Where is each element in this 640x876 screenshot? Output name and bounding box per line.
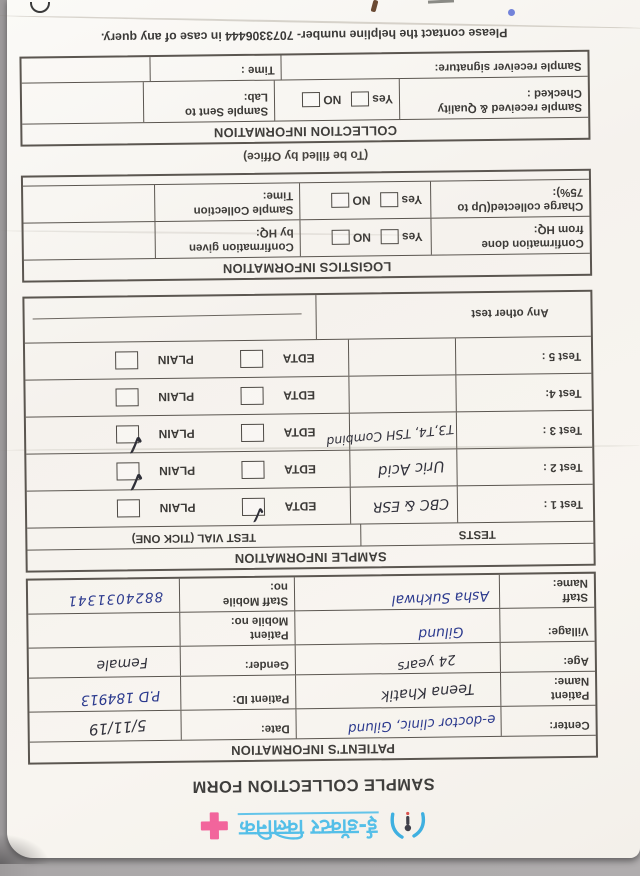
form-title: SAMPLE COLLECTION FORM <box>191 774 435 796</box>
tests-column-header: TESTS <box>360 522 593 546</box>
age-label: Age: <box>563 654 589 668</box>
yes-checkbox <box>380 192 398 207</box>
sample-receiver-signature-label: Sample receiver signature: <box>434 59 582 74</box>
tick-mark-icon: ✓ <box>244 498 270 529</box>
plain-label: PLAIN <box>157 352 194 367</box>
any-other-test-write-area <box>24 295 316 343</box>
patient-name-label: Patient Name: <box>550 674 590 702</box>
test-3-handwritten-value: T3,T4, TSH Combind <box>325 421 455 450</box>
plain-checkbox <box>116 425 149 462</box>
edta-checkbox <box>241 498 270 529</box>
no-label: NO <box>323 92 342 107</box>
clinic-bird-logo-icon <box>389 807 427 841</box>
table-row <box>22 76 588 124</box>
confirmation-done-label: Confirmation done from HQ: <box>481 222 584 250</box>
tick-mark-icon: ✓ <box>120 426 149 462</box>
yes-label: Yes <box>401 192 423 207</box>
test-row <box>25 373 591 417</box>
any-other-test-label: Any other test <box>315 292 591 339</box>
sample-info-header: SAMPLE INFORMATION <box>27 543 593 571</box>
village-value-cell <box>295 609 500 645</box>
test-4-label: Test 4: <box>455 374 591 412</box>
logistics-info-table <box>21 169 592 283</box>
table-row <box>28 574 594 614</box>
office-note: (To be filled by Office) <box>243 148 369 164</box>
test-row <box>25 336 591 380</box>
test-4-vial-cell <box>25 377 349 417</box>
plain-label: PLAIN <box>158 426 195 441</box>
patient-mobile-value-cell <box>28 613 180 648</box>
test-row <box>27 484 593 528</box>
staff-mobile-value-cell <box>28 579 180 614</box>
no-label: NO <box>352 193 371 208</box>
any-other-test-row <box>24 292 590 343</box>
yes-checkbox <box>351 92 369 107</box>
yes-label: Yes <box>372 92 394 107</box>
confirmation-given-label: Confirmation given by HQ: <box>155 220 300 258</box>
sample-info-table <box>22 290 595 573</box>
staff-name-signature: Asha Sukhwal <box>391 587 490 608</box>
plain-checkbox <box>115 388 138 406</box>
helpline-footer: Please contact the helpline number- 7073306444 in case of any query. <box>100 25 508 45</box>
clinic-logo-row <box>29 801 599 850</box>
gender-label: Gender: <box>181 645 296 675</box>
form-sheet <box>19 25 599 850</box>
test-2-handwritten-value: Uric Acid <box>377 457 446 481</box>
village-handwritten-value: Gilund <box>417 623 464 642</box>
no-checkbox <box>302 92 320 107</box>
edta-checkbox <box>241 424 264 442</box>
writing-line <box>33 313 302 319</box>
charge-collected-yesno-cell <box>300 182 431 220</box>
gender-handwritten-value: Female <box>96 653 149 674</box>
date-handwritten-value: 5/11/19 <box>88 716 148 739</box>
test-2-value-cell <box>350 449 457 486</box>
test-3-vial-cell <box>26 414 350 462</box>
staff-mobile-handwritten-value: 8824031341 <box>66 588 164 609</box>
patient-id-label: Patient ID: <box>181 675 296 709</box>
test-3-label: Test 3 : <box>456 411 592 449</box>
table-row <box>23 179 589 223</box>
edta-checkbox <box>240 387 263 405</box>
tick-mark-icon: ✓ <box>120 463 150 499</box>
date-label: Date: <box>181 709 296 739</box>
sample-collection-time-value-cell <box>23 185 155 223</box>
edta-checkbox <box>241 461 264 479</box>
sample-sent-to-lab-value-cell <box>22 82 144 123</box>
edta-label: EDTA <box>284 498 317 514</box>
patient-name-value-cell <box>296 673 501 709</box>
sample-sent-to-lab-label: Sample Sent to Lab: <box>144 80 275 122</box>
sample-received-yesno-cell <box>275 79 400 121</box>
age-value-cell <box>296 643 501 675</box>
confirmation-given-value-cell <box>23 222 155 260</box>
test-2-label: Test 2 : <box>456 448 592 486</box>
table-row <box>29 671 595 712</box>
edta-label: EDTA <box>283 425 316 440</box>
plain-label: PLAIN <box>158 389 195 404</box>
test-5-value-cell <box>348 338 455 375</box>
patient-info-table <box>26 572 598 765</box>
plain-label: PLAIN <box>159 500 196 515</box>
test-1-label: Test 1 : <box>457 485 593 523</box>
charge-collected-label: Charge collected(Up to 75%): <box>457 185 584 214</box>
edta-label: EDTA <box>283 388 316 403</box>
no-checkbox <box>331 193 349 208</box>
test-2-vial-cell <box>26 451 350 499</box>
no-checkbox <box>332 230 350 245</box>
date-value-cell <box>29 711 181 742</box>
sample-collection-time-label: Sample Collection Time: <box>155 183 300 221</box>
edta-label: EDTA <box>284 462 316 477</box>
test-4-value-cell <box>349 375 456 412</box>
collection-info-header: COLLECTION INFORMATION <box>22 117 588 145</box>
form-content-rotated-180 <box>2 0 640 862</box>
time-value-cell <box>21 57 150 83</box>
center-value-cell <box>296 707 501 739</box>
village-label: Village: <box>547 624 589 638</box>
test-5-vial-cell <box>25 340 349 380</box>
patient-id-value-cell <box>29 677 181 712</box>
table-row <box>28 607 594 648</box>
edta-checkbox <box>240 350 263 368</box>
plain-checkbox <box>115 351 138 369</box>
staff-name-label: Staff Name: <box>552 576 589 604</box>
yes-label: Yes <box>401 229 423 244</box>
time-label: Time : <box>150 55 281 81</box>
clinic-name-hindi: ई-डॉक्टर क्लिनिक <box>237 811 379 839</box>
age-handwritten-value: 24 years <box>396 650 457 675</box>
test-5-label: Test 5 : <box>455 337 591 375</box>
patient-info-header: PATIENT'S INFORMATION <box>30 735 596 763</box>
center-handwritten-value: e-doctor clinic, Gilund <box>347 711 496 737</box>
plain-checkbox <box>116 499 139 517</box>
test-3-value-cell <box>325 412 456 450</box>
logistics-info-header: LOGISTICS INFORMATION <box>24 253 590 281</box>
plain-checkbox <box>116 462 150 499</box>
scanned-paper <box>7 0 640 858</box>
test-1-value-cell <box>350 486 457 523</box>
test-row <box>26 410 592 462</box>
test-1-vial-cell <box>27 488 351 528</box>
patient-id-handwritten-value: P.D 184913 <box>80 686 161 709</box>
patient-mobile-label: Patient Mobile no: <box>180 611 295 645</box>
test-vial-column-header: TEST VIAL (TICK ONE) <box>131 530 257 545</box>
center-label: Center: <box>549 718 590 732</box>
plain-label: PLAIN <box>159 463 196 478</box>
sample-received-label: Sample received & Quality Checked : <box>437 86 583 115</box>
collection-info-table <box>19 50 590 147</box>
confirmation-done-yesno-cell <box>300 219 431 257</box>
table-row <box>23 216 589 260</box>
no-label: NO <box>352 230 372 245</box>
edta-label: EDTA <box>282 351 315 366</box>
test-row <box>26 447 592 499</box>
test-1-handwritten-value: CBC & ESR <box>372 495 450 515</box>
yes-checkbox <box>381 229 399 244</box>
gender-value-cell <box>29 647 181 678</box>
staff-name-value-cell <box>295 575 500 611</box>
medical-cross-icon <box>200 813 227 840</box>
patient-name-handwritten-value: Teena Khatik <box>380 679 475 704</box>
staff-mobile-label: Staff Mobile no: <box>180 577 295 611</box>
